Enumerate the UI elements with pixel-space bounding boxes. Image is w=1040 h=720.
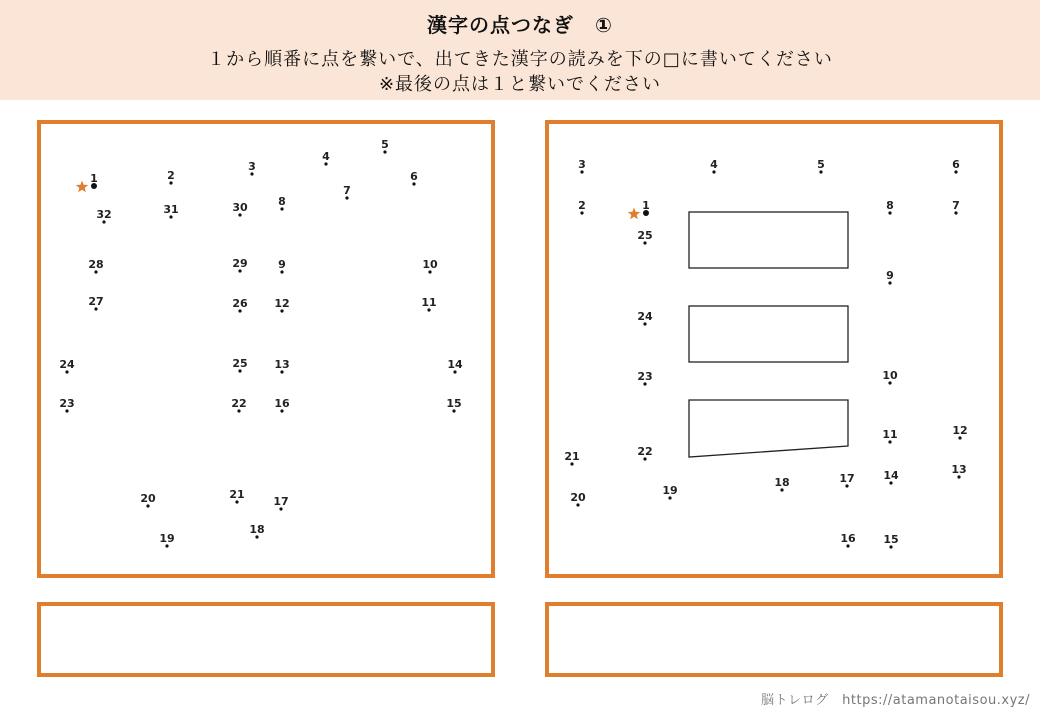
puzzle-1-dots [41,124,491,574]
dot-18 [774,476,789,492]
dot-13 [951,463,966,479]
dot-label: 22 [231,397,247,410]
dot-label: 8 [886,199,894,212]
dot-label: 5 [817,158,825,171]
dot-3 [578,158,586,174]
site-credit: 脳トレログ https://atamanotaisou.xyz/ [761,693,1030,708]
dot-label: 23 [637,370,653,383]
dot-label: 7 [343,184,351,197]
dot-label: 15 [883,533,899,546]
puzzle-panel-2 [545,120,1003,578]
dot-label: 13 [951,463,967,476]
dot-label: 4 [710,158,718,171]
dot-25 [232,357,247,373]
dot-2 [578,199,586,215]
dot-label: 10 [882,369,898,382]
dot-27 [88,295,103,311]
dot-label: 23 [59,397,75,410]
dot-7 [952,199,960,215]
dot-1 [76,172,98,192]
dot-label: 2 [578,199,586,212]
dot-10 [882,369,898,385]
dot-label: 19 [159,532,175,545]
dot-label: 18 [774,476,790,489]
header-banner [0,0,1040,100]
dot-label: 22 [637,445,653,458]
dot-4 [322,150,330,166]
dot-14 [447,358,463,374]
dot-15 [883,533,898,549]
dot-11 [421,296,436,312]
dot-label: 12 [952,424,968,437]
dot-28 [88,258,103,274]
dot-21 [564,450,579,466]
dot-23 [59,397,74,413]
dot-label: 11 [421,296,437,309]
dot-label: 20 [570,491,586,504]
dot-label: 13 [274,358,290,371]
dot-label: 5 [381,138,389,151]
dot-8 [278,195,286,211]
dot-label: 6 [952,158,960,171]
dot-7 [343,184,351,200]
dot-label: 9 [886,269,894,282]
dot-24 [637,310,653,326]
dot-23 [637,370,652,386]
dot-label: 16 [274,397,290,410]
dot-13 [274,358,289,374]
dot-9 [278,258,286,274]
dot-31 [163,203,178,219]
dot-9 [886,269,894,285]
dot-11 [882,428,897,444]
page-title: 漢字の点つなぎ ① [427,13,613,37]
dot-32 [96,208,111,224]
dot-29 [232,257,247,273]
dot-label: 17 [273,495,289,508]
dot-18 [249,523,264,539]
dot-8 [886,199,894,215]
dot-label: 16 [840,532,856,545]
dot-label: 1 [90,172,98,185]
dot-30 [232,201,248,217]
puzzle-2-dots [549,124,999,574]
hint-box-2 [689,306,848,362]
dot-label: 9 [278,258,286,271]
dot-label: 25 [232,357,248,370]
dot-label: 15 [446,397,462,410]
dot-2 [167,169,175,185]
dot-label: 10 [422,258,438,271]
dot-3 [248,160,256,176]
instruction-line-1: １から順番に点を繋いで、出てきた漢字の読みを下の□に書いてください [207,49,833,70]
dot-label: 21 [564,450,580,463]
dot-label: 12 [274,297,290,310]
dot-25 [637,229,652,245]
dot-label: 30 [232,201,248,214]
dot-label: 19 [662,484,678,497]
dot-label: 31 [163,203,179,216]
dot-label: 6 [410,170,418,183]
dot-16 [274,397,290,413]
dot-label: 25 [637,229,653,242]
dot-label: 32 [96,208,112,221]
dot-label: 24 [637,310,653,323]
dot-label: 3 [248,160,256,173]
dot-22 [637,445,652,461]
dot-label: 8 [278,195,286,208]
dot-label: 4 [322,150,330,163]
dot-17 [839,472,854,488]
dot-5 [817,158,825,174]
dot-label: 14 [883,469,899,482]
dot-19 [662,484,677,500]
hint-box-1 [689,212,848,268]
dot-19 [159,532,174,548]
dot-14 [883,469,899,485]
dot-4 [710,158,718,174]
dot-label: 28 [88,258,104,271]
dot-6 [952,158,960,174]
dot-15 [446,397,461,413]
dot-label: 17 [839,472,855,485]
dot-label: 20 [140,492,156,505]
dot-label: 21 [229,488,245,501]
dot-label: 2 [167,169,175,182]
dot-label: 27 [88,295,104,308]
dot-22 [231,397,246,413]
dot-12 [952,424,967,440]
dot-6 [410,170,418,186]
dot-label: 26 [232,297,248,310]
dot-label: 1 [642,199,650,212]
dot-5 [381,138,389,154]
dot-1 [628,199,650,219]
start-star-icon [628,208,640,220]
answer-box-1[interactable] [37,602,495,677]
puzzle-panel-1 [37,120,495,578]
dot-label: 29 [232,257,248,270]
start-star-icon [76,181,88,193]
instruction-line-2: ※最後の点は１と繋いでください [378,74,662,95]
dot-20 [140,492,156,508]
dot-12 [274,297,289,313]
dot-26 [232,297,248,313]
dot-17 [273,495,288,511]
dot-21 [229,488,244,504]
answer-box-2[interactable] [545,602,1003,677]
hint-box-3 [689,400,848,457]
dot-label: 7 [952,199,960,212]
dot-24 [59,358,75,374]
dot-label: 14 [447,358,463,371]
dot-label: 11 [882,428,898,441]
dot-16 [840,532,856,548]
dot-label: 3 [578,158,586,171]
dot-10 [422,258,438,274]
dot-20 [570,491,586,507]
dot-label: 24 [59,358,75,371]
dot-label: 18 [249,523,265,536]
